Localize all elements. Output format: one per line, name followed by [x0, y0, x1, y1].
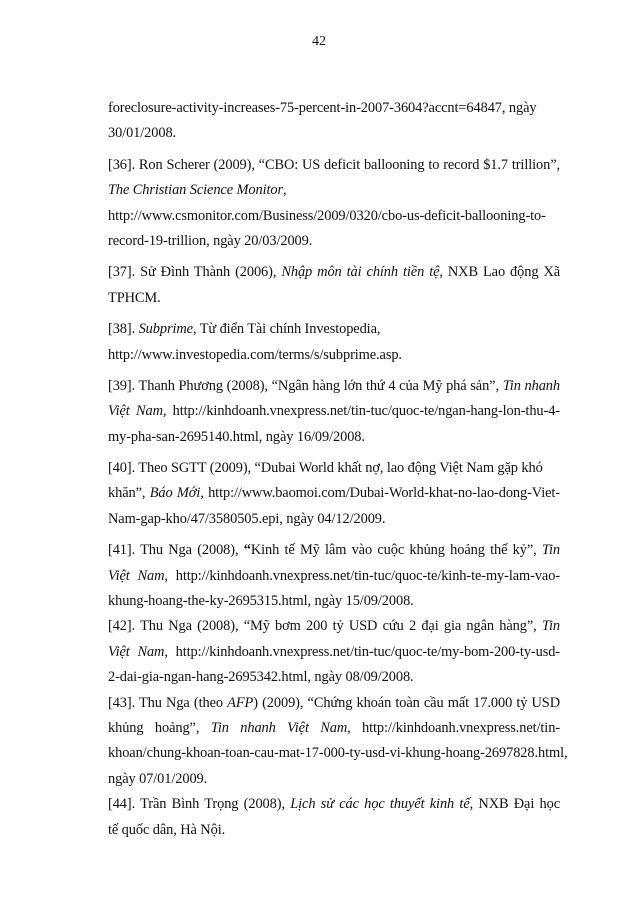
reference-text: 30/01/2008.	[108, 125, 177, 142]
reference-line	[108, 343, 560, 368]
reference-line	[108, 260, 560, 285]
reference-text: [44]. Trần Bình Trọng (2008),	[108, 796, 291, 813]
reference-italic-text: Lịch sử các học thuyết kinh tế	[290, 796, 470, 813]
reference-text: [38].	[108, 321, 139, 338]
reference-line	[108, 792, 560, 817]
reference-text: [37]. Sử Đình Thành (2006),	[108, 264, 282, 281]
reference-text: 2-dai-gia-ngan-hang-2695342.html, ngày 08/09/2008.	[108, 669, 414, 686]
reference-italic-text: The Christian Science Monitor	[108, 182, 283, 199]
reference-text: , http://kinhdoanh.vnexpress.net/tin-	[347, 719, 560, 736]
reference-text: http://www.investopedia.com/terms/s/subprime.asp.	[108, 346, 402, 363]
reference-italic-text: Subprime	[138, 321, 193, 338]
reference-line	[108, 178, 560, 203]
reference-text: , NXB Lao động Xã	[439, 264, 560, 281]
reference-text: tế quốc dân, Hà Nội.	[108, 821, 226, 838]
reference-italic-text: Việt Nam	[108, 567, 165, 584]
reference-text: Kinh tế Mỹ lâm vào cuộc khủng hoảng thế kỷ”,	[250, 542, 542, 559]
reference-text: foreclosure-activity-increases-75-percent-in-2007-3604?accnt=64847, ngày	[108, 100, 537, 116]
reference-line	[108, 456, 560, 481]
reference-line	[108, 741, 568, 766]
reference-text: , http://www.baomoi.com/Dubai-World-khat-no-lao-dong-Viet-	[200, 485, 560, 502]
reference-line	[108, 153, 560, 178]
reference-line	[108, 665, 560, 690]
reference-text: khung-hoang-the-ky-2695315.html, ngày 15/09/2008.	[108, 593, 414, 610]
reference-text: ,	[282, 182, 287, 199]
reference-text: , http://kinhdoanh.vnexpress.net/tin-tuc/quoc-te/my-bom-200-ty-usd-	[164, 643, 560, 660]
reference-text: [43]. Thu Nga (theo	[108, 694, 228, 711]
reference-line	[108, 317, 560, 342]
reference-text: record-19-trillion, ngày 20/03/2009.	[108, 232, 313, 249]
reference-text: “	[243, 542, 251, 559]
reference-text: khoan/chung-khoan-toan-cau-mat-17-000-ty-usd-vi-khung-hoang-2697828.html,	[108, 745, 568, 762]
reference-text: http://kinhdoanh.vnexpress.net/tin-tuc/quoc-te/ngan-hang-lon-thu-4-	[172, 403, 560, 420]
reference-text: [40]. Theo SGTT (2009), “Dubai World khất nợ, lao động Việt Nam gặp khó	[108, 460, 543, 477]
reference-line	[108, 286, 560, 311]
reference-line	[108, 374, 560, 399]
reference-italic-text: Tin nhanh	[502, 377, 560, 394]
reference-text: http://www.csmonitor.com/Business/2009/0320/cbo-us-deficit-ballooning-to-	[108, 207, 546, 224]
reference-line	[108, 564, 560, 589]
reference-italic-text: Việt Nam	[108, 643, 165, 660]
reference-text: Nam-gap-kho/47/3580505.epi, ngày 04/12/2009.	[108, 510, 386, 527]
reference-line	[108, 121, 560, 146]
reference-line	[108, 538, 560, 563]
reference-italic-text: AFP	[227, 694, 254, 711]
reference-text: ngày 07/01/2009.	[108, 770, 208, 787]
reference-line	[108, 399, 560, 424]
reference-text: , http://kinhdoanh.vnexpress.net/tin-tuc/quoc-te/kinh-te-my-lam-vao-	[164, 567, 560, 584]
reference-text: ) (2009), “Chứng khoán toàn cầu mất 17.000 tỷ USD	[253, 694, 560, 711]
reference-text: [42]. Thu Nga (2008), “Mỹ bơm 200 tỷ USD cứu 2 đại gia ngân hàng”,	[108, 618, 542, 635]
reference-italic-text: Việt Nam,	[108, 403, 167, 420]
reference-text: [39]. Thanh Phương (2008), “Ngân hàng lớn thứ 4 của Mỹ phá sản”,	[108, 377, 503, 394]
reference-text: [36]. Ron Scherer (2009), “CBO: US deficit ballooning to record $1.7 trillion”,	[108, 156, 560, 173]
reference-italic-text: Tin	[541, 542, 560, 559]
reference-line	[108, 229, 560, 254]
reference-line	[108, 481, 560, 506]
reference-italic-text: Báo Mới	[149, 485, 201, 502]
reference-italic-text: Tin	[541, 618, 560, 635]
reference-line	[108, 614, 560, 639]
reference-line	[108, 716, 560, 741]
reference-line	[108, 507, 560, 532]
reference-italic-text: Nhập môn tài chính tiền tệ	[281, 264, 440, 281]
reference-text: , Từ điển Tài chính Investopedia,	[192, 321, 381, 338]
reference-line	[108, 691, 560, 716]
reference-text: khủng hoảng”,	[108, 719, 211, 736]
reference-text: , NXB Đại học	[469, 796, 560, 813]
reference-line	[108, 589, 560, 614]
page-number: 42	[312, 34, 326, 49]
reference-list	[108, 96, 568, 843]
reference-line	[108, 425, 560, 450]
reference-text: TPHCM.	[108, 289, 161, 306]
reference-text: khăn”,	[108, 485, 150, 502]
reference-text: my-pha-san-2695140.html, ngày 16/09/2008.	[108, 428, 365, 445]
reference-italic-text: Tin nhanh Việt Nam	[210, 719, 348, 736]
reference-line	[108, 96, 560, 121]
reference-line	[108, 640, 560, 665]
reference-text: [41]. Thu Nga (2008),	[108, 542, 244, 559]
reference-line	[108, 767, 560, 792]
reference-line	[108, 204, 560, 229]
reference-line	[108, 818, 560, 843]
